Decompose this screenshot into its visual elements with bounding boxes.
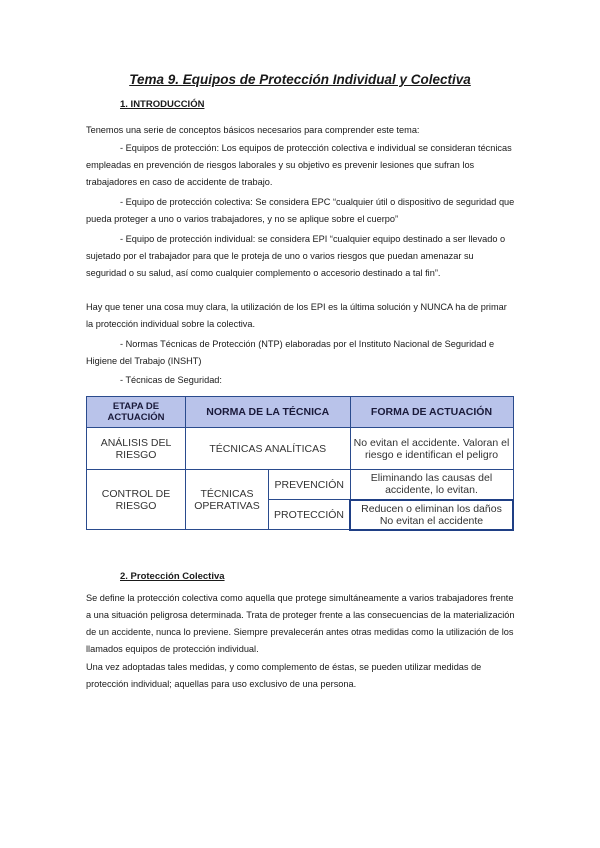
table-header-cell: ETAPA DE ACTUACIÓN [87, 397, 186, 428]
table-cell-forma: No evitan el accidente. Valoran el riesgo e identifican el peligro [350, 428, 513, 470]
complemento-paragraph: Una vez adoptadas tales medidas, y como complemento de éstas, se pueden utilizar medidas de protección individual; aquellas para uso exclusivo de una persona. [86, 662, 482, 689]
definition-epi: - Equipo de protección individual: se considera EPI “cualquier equipo destinado a ser llevado o sujetado por el trabajador para que le proteja de uno o varios riesgos que puedan amenazar su seguridad o su salud, así como cualquier complemento o accesorio destinado a tal fin”. [86, 234, 506, 278]
ntp-item: - Normas Técnicas de Protección (NTP) elaboradas por el Instituto Nacional de Seguridad e Higiene del Trabajo (INSHT) [86, 339, 495, 366]
table-cell-etapa: CONTROL DE RIESGO [87, 470, 186, 530]
table-cell-subtype: PROTECCIÓN [269, 500, 351, 530]
section-heading-proteccion-colectiva: 2. Protección Colectiva [120, 571, 225, 582]
intro-paragraph: Tenemos una serie de conceptos básicos necesarios para comprender este tema: [86, 125, 420, 135]
proteccion-colectiva-paragraph: Se define la protección colectiva como aquella que protege simultáneamente a varios trabajadores frente a una situación peligrosa determinada. Trata de proteger frente a las consecuencias de la materialización de un accidente, nunca lo previene. Siempre prevalecerán antes otras medidas como la utilización de los llamados equipos de protección individual. [86, 593, 515, 654]
definition-epc: - Equipo de protección colectiva: Se considera EPC “cualquier útil o dispositivo de seguridad que pueda proteger a uno o varios trabajadores, y no se aplique sobre el cuerpo” [86, 197, 515, 224]
epi-note-paragraph: Hay que tener una cosa muy clara, la utilización de los EPI es la última solución y NUNCA ha de primar la protección individual sobre la colectiva. [86, 302, 507, 329]
table-cell-etapa: ANÁLISIS DEL RIESGO [87, 428, 186, 470]
section-heading-introduccion: 1. INTRODUCCIÓN [120, 99, 205, 110]
tecnicas-seguridad-item: - Técnicas de Seguridad: [120, 375, 222, 385]
table-cell-norma: TÉCNICAS ANALÍTICAS [186, 428, 351, 470]
table-header-row [87, 397, 514, 428]
table-row [87, 428, 514, 470]
table-header-cell: NORMA DE LA TÉCNICA [186, 397, 351, 428]
table-cell-forma: Reducen o eliminan los daños No evitan el accidente [350, 500, 513, 530]
tecnicas-seguridad-table [86, 396, 514, 531]
definition-equipos-proteccion: - Equipos de protección: Los equipos de protección colectiva e individual se consideran técnicas empleadas en prevención de riesgos laborales y su objetivo es prevenir lesiones que sufran los trabajadores en caso de accidente de trabajo. [86, 143, 512, 187]
page-title: Tema 9. Equipos de Protección Individual y Colectiva [129, 72, 471, 87]
table-cell-forma: Eliminando las causas del accidente, lo evitan. [350, 470, 513, 500]
table-row [87, 470, 514, 500]
table-cell-subtype: PREVENCIÓN [269, 470, 351, 500]
table-header-cell: FORMA DE ACTUACIÓN [350, 397, 513, 428]
table-cell-norma: TÉCNICAS OPERATIVAS [186, 470, 269, 530]
